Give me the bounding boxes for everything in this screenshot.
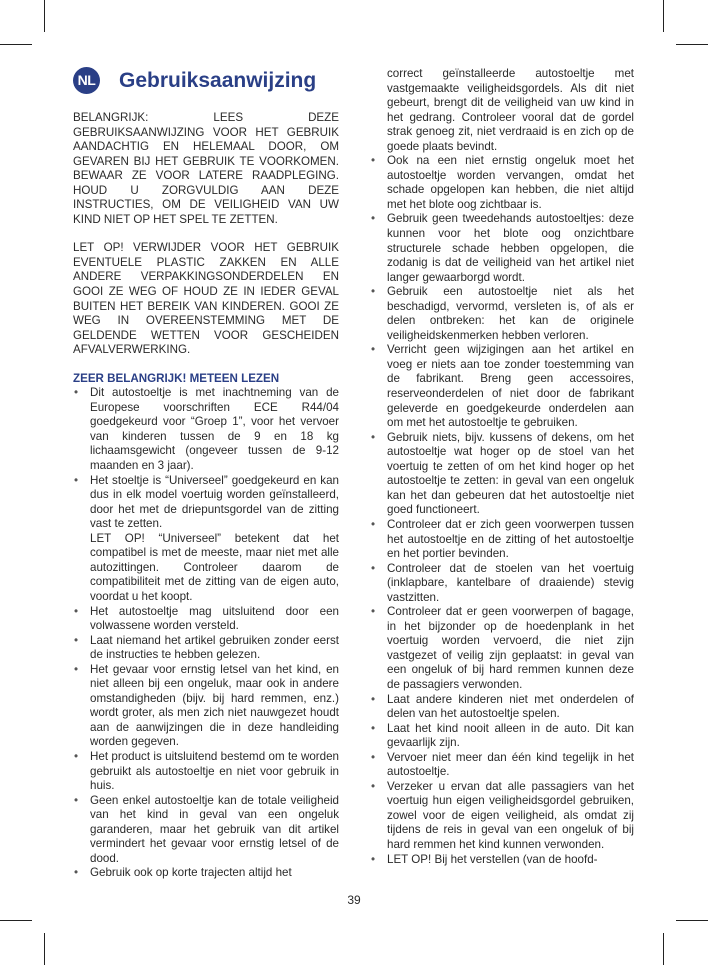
list-item: • Laat andere kinderen niet met onderdelen of delen van het autostoeltje spelen. xyxy=(370,693,634,722)
list-item: • Vervoer niet meer dan één kind tegelijk in het autostoeltje. xyxy=(370,751,634,780)
crop-mark xyxy=(663,0,664,32)
continued-text: correct geïnstalleerde autostoeltje met vastgemaakte veiligheidsgordels. Als dit niet gebeurt, brengt dit de veiligheid van uw kind in het gedrang. Controleer vooral dat de gordel strak genoeg zit, niet verdraaid is en zich op de goede plaats bevindt. xyxy=(387,67,634,153)
crop-mark xyxy=(0,44,32,45)
list-item: • Ook na een niet ernstig ongeluk moet het autostoeltje worden vervangen, omdat het schade opgelopen kan hebben, die niet altijd met het blote oog zichtbaar is. xyxy=(370,154,634,212)
crop-mark xyxy=(44,933,45,965)
universal-note: LET OP! “Universeel” betekent dat het compatibel is met de meeste, maar niet met alle autozittingen. Controleer daarom de compatibiliteit met de zitting van de eigen auto, voordat u het koopt. xyxy=(90,531,339,603)
list-item: • Controleer dat er zich geen voorwerpen tussen het autostoeltje en de zitting of het autostoeltje en het portier bevinden. xyxy=(370,518,634,562)
page-header xyxy=(73,67,339,97)
list-item: • Laat niemand het artikel gebruiken zonder eerst de instructies te hebben gelezen. xyxy=(73,634,339,663)
crop-mark xyxy=(44,0,45,32)
left-column xyxy=(73,67,339,881)
list-item: • LET OP! Bij het verstellen (van de hoofd- xyxy=(370,853,634,868)
right-column xyxy=(370,67,634,867)
list-item: • Controleer dat de stoelen van het voertuig (inklapbare, kantelbare of draaiende) stevig vastzitten. xyxy=(370,562,634,606)
list-item: • Het gevaar voor ernstig letsel van het kind, en niet alleen bij een ongeluk, maar ook in andere omstandigheden (bijv. bij hard remmen, enz.) wordt groter, als men zich niet nauwgezet houdt aan de aanwijzingen die in deze handleiding worden gegeven. xyxy=(73,663,339,750)
list-item: • Verzeker u ervan dat alle passagiers van het voertuig hun eigen veiligheidsgordel gebruiken, zowel voor de eigen veiligheid, als omdat zij tijdens de reis in geval van een ongeluk of bij hard remmen het kind kunnen verwonden. xyxy=(370,780,634,853)
list-item: • Controleer dat er geen voorwerpen of bagage, in het bijzonder op de hoedenplank in het voertuig worden vervoerd, die niet zijn vastgezet of veilig zijn geplaatst: in geval van een ongeluk of bij hard remmen kunnen deze de passagiers verwonden. xyxy=(370,605,634,692)
list-item-text: Het stoeltje is “Universeel” goedgekeurd en kan dus in elk model voertuig worden geïnstalleerd, door het met de driepuntsgordel van de zitting vast te zetten. xyxy=(90,473,339,531)
important-notice: BELANGRIJK: LEES DEZE GEBRUIKSAANWIJZING VOOR HET GEBRUIK AANDACHTIG EN HELEMAAL DOOR, OM GEVAREN BIJ HET GEBRUIK TE VOORKOMEN. BEWAAR ZE VOOR LATERE RAADPLEGING. HOUD U ZORGVULDIG AAN DEZE INSTRUCTIES, OM DE VEILIGHEID VAN UW KIND NIET OP HET SPEL TE ZETTEN. xyxy=(73,111,339,226)
list-item: • Gebruik geen tweedehands autostoeltjes: deze kunnen voor het blote oog onzichtbare structurele schade hebben opgelopen, die zodanig is dat de veiligheid van het artikel niet langer gewaarborgd wordt. xyxy=(370,212,634,285)
page-number: 39 xyxy=(347,893,361,907)
list-item: • Verricht geen wijzigingen aan het artikel en voeg er niets aan toe zonder toestemming van de fabrikant. Breng geen accessoires, reserveonderdelen of niet door de fabrikant geleverde en goedgekeurde onderdelen aan om met het autostoeltje te gebruiken. xyxy=(370,343,634,430)
page-title: Gebruiksaanwijzing xyxy=(119,69,317,92)
list-item: • Dit autostoeltje is met inachtneming van de Europese voorschriften ECE R44/04 goedgekeurd voor “Groep 1”, voor het vervoer van kinderen tussen de 9 en 18 kg lichaamsgewicht (ongeveer tussen de 9-12 maanden en 3 jaar). xyxy=(73,386,339,473)
warning-notice: LET OP! VERWIJDER VOOR HET GEBRUIK EVENTUELE PLASTIC ZAKKEN EN ALLE ANDERE VERPAKKINGSONDERDELEN EN GOOI ZE WEG OF HOUD ZE IN IEDER GEVAL BUITEN HET BEREIK VAN KINDEREN. GOOI ZE WEG IN OVEREENSTEMMING MET DE GELDENDE WETTEN VOOR GESCHEIDEN AFVALVERWERKING. xyxy=(73,241,339,357)
list-item: • Gebruik niets, bijv. kussens of dekens, om het autostoeltje wat hoger op de stoel van het voertuig te zetten of om het kind hoger op het autostoeltje te zetten: in geval van een ongeluk kan het dan gebeuren dat het autostoeltje niet goed functioneert. xyxy=(370,431,634,518)
list-item: • Gebruik ook op korte trajecten altijd het xyxy=(73,866,339,881)
list-item xyxy=(73,474,339,605)
list-item: • Het autostoeltje mag uitsluitend door een volwassene worden versteld. xyxy=(73,605,339,634)
list-item: • Het product is uitsluitend bestemd om te worden gebruikt als autostoeltje en niet voor gebruik in huis. xyxy=(73,750,339,794)
crop-mark xyxy=(663,933,664,965)
crop-mark xyxy=(676,44,708,45)
list-item: • Geen enkel autostoeltje kan de totale veiligheid van het kind in geval van een ongeluk garanderen, maar het gebruik van dit artikel vermindert het gevaar voor ernstig letsel of de dood. xyxy=(73,794,339,867)
crop-mark xyxy=(0,920,32,921)
language-badge: NL xyxy=(73,67,100,94)
section-heading: ZEER BELANGRIJK! METEEN LEZEN xyxy=(73,371,280,385)
crop-mark xyxy=(676,920,708,921)
instruction-list xyxy=(73,386,339,881)
instruction-list xyxy=(370,154,634,867)
list-item: • Laat het kind nooit alleen in de auto. Dit kan gevaarlijk zijn. xyxy=(370,722,634,751)
list-item: • Gebruik een autostoeltje niet als het beschadigd, vervormd, versleten is, of als er delen ontbreken: het kan de originele veiligheidskenmerken hebben verloren. xyxy=(370,285,634,343)
